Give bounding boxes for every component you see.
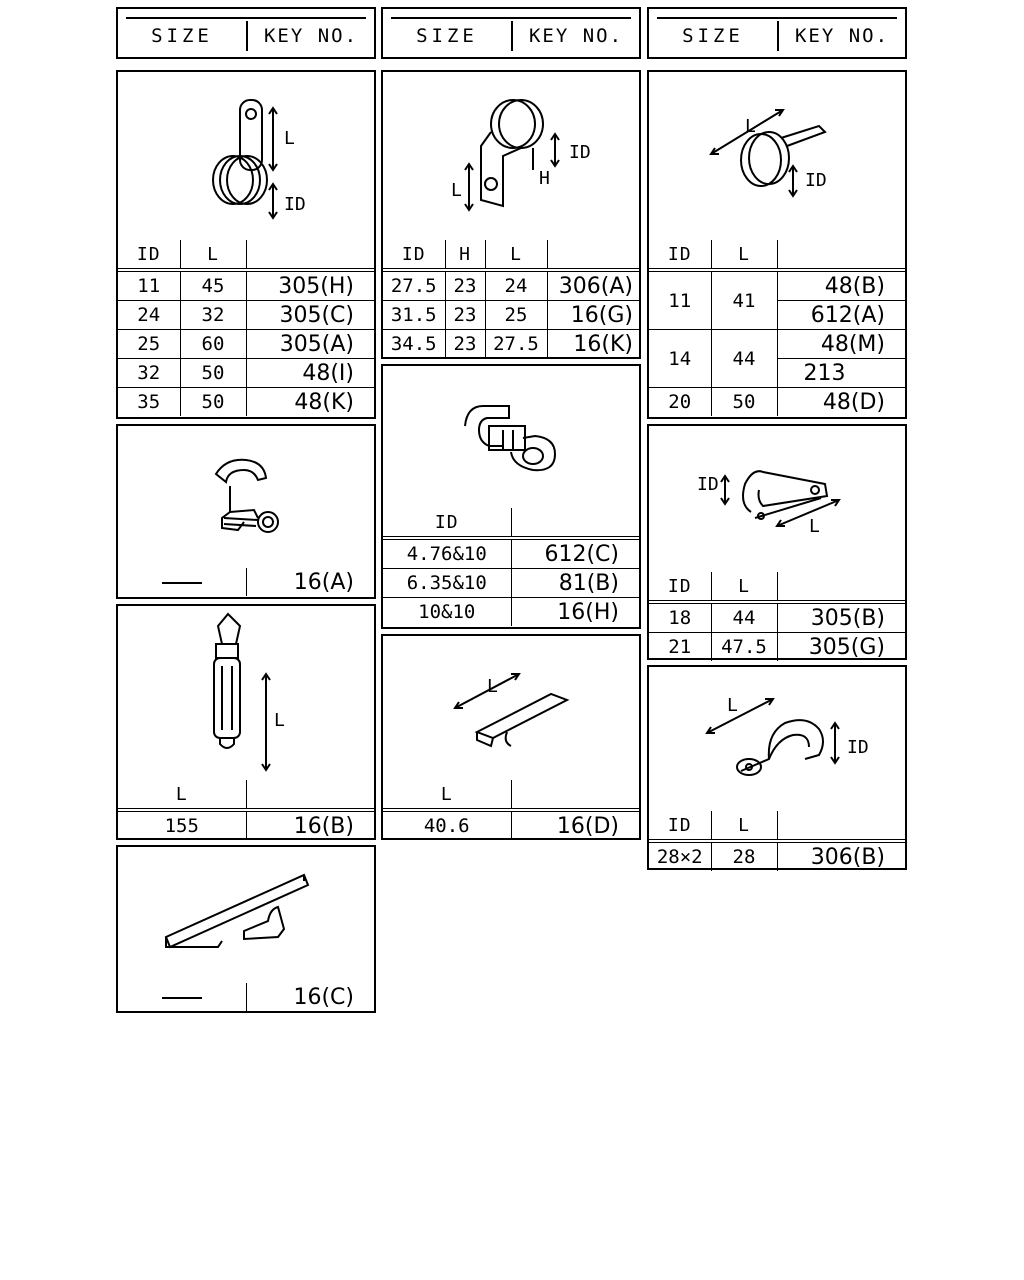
panel-strap — [116, 845, 376, 1013]
l-label: L — [727, 695, 738, 716]
key-cell: 16(G) — [547, 301, 639, 330]
size-header: SIZE — [383, 21, 513, 51]
key-no-header: KEY NO. — [528, 25, 624, 47]
table-row — [649, 388, 905, 417]
id-label: ID — [697, 474, 719, 495]
l-label: L — [809, 516, 820, 537]
col-header-id: ID — [383, 240, 445, 270]
table-row — [649, 270, 905, 301]
key-cell: 612(C) — [511, 538, 639, 569]
key-cell: 16(B) — [246, 810, 374, 840]
key-cell: 48(B) — [777, 270, 905, 301]
ring-clamp-figure — [649, 72, 905, 240]
id-cell: 20 — [649, 388, 711, 417]
l-cell: 155 — [118, 810, 246, 840]
table-row — [383, 270, 639, 301]
col-header-l: L — [711, 572, 777, 602]
col-header-key — [511, 508, 639, 538]
spec-table — [649, 240, 905, 416]
l-cell: 47.5 — [711, 633, 777, 662]
double-clip-figure — [383, 366, 639, 508]
l-cell: 28 — [711, 841, 777, 871]
l-label: L — [745, 116, 756, 137]
key-cell: 305(B) — [777, 602, 905, 633]
l-cell: 25 — [485, 301, 547, 330]
l-cell: 41 — [711, 270, 777, 330]
col-header-key — [511, 780, 639, 810]
l-label: L — [487, 676, 498, 697]
size-none-cell — [118, 568, 246, 596]
id-cell: 32 — [118, 359, 180, 388]
id-cell: 14 — [649, 330, 711, 388]
key-cell: 48(D) — [777, 388, 905, 417]
key-no-header: KEY NO. — [794, 25, 890, 47]
col-header-id: ID — [118, 240, 180, 270]
dash — [162, 997, 202, 999]
dash — [162, 582, 202, 584]
spec-table — [118, 983, 374, 1011]
h-cell: 23 — [445, 270, 485, 301]
id-cell: 11 — [118, 270, 180, 301]
loop-clip-figure — [649, 426, 905, 568]
table-row — [383, 569, 639, 598]
table-row — [118, 359, 374, 388]
id-label: ID — [284, 194, 306, 215]
col-header-l: L — [118, 780, 246, 810]
panel-band — [381, 634, 641, 840]
tie-figure — [118, 606, 374, 780]
panel-ring-clamp — [647, 70, 907, 419]
col-header-id: ID — [649, 811, 711, 841]
table-row — [118, 810, 374, 840]
spec-table — [118, 240, 374, 416]
l-cell: 24 — [485, 270, 547, 301]
col-header-key — [777, 240, 905, 270]
col-header-h: H — [445, 240, 485, 270]
id-cell: 27.5 — [383, 270, 445, 301]
id-label: ID — [569, 142, 591, 163]
size-header: SIZE — [118, 21, 248, 51]
key-cell: 48(M) — [777, 330, 905, 359]
col-header-id: ID — [649, 240, 711, 270]
id-cell: 6.35&10 — [383, 569, 511, 598]
table-row — [118, 330, 374, 359]
table-row — [118, 301, 374, 330]
l-label: L — [274, 710, 285, 731]
key-cell: 48(K) — [246, 388, 374, 417]
spec-table — [383, 508, 639, 626]
col-header-id: ID — [649, 572, 711, 602]
table-row — [383, 538, 639, 569]
header-col-1 — [116, 7, 376, 59]
col-header-l: L — [180, 240, 246, 270]
key-cell: 16(C) — [246, 983, 374, 1011]
id-cell: 4.76&10 — [383, 538, 511, 569]
spec-table — [383, 240, 639, 358]
h-label: H — [539, 168, 550, 189]
col-header-l: L — [711, 811, 777, 841]
panel-clamp-id-l — [116, 70, 376, 419]
size-header: SIZE — [649, 21, 779, 51]
key-cell: 16(A) — [246, 568, 374, 596]
id-label: ID — [805, 170, 827, 191]
clip-figure — [118, 426, 374, 568]
l-cell: 40.6 — [383, 810, 511, 840]
key-cell: 16(D) — [511, 810, 639, 840]
key-cell: 305(A) — [246, 330, 374, 359]
col-header-id: ID — [383, 508, 511, 538]
panel-clip — [116, 424, 376, 599]
id-cell: 11 — [649, 270, 711, 330]
l-cell: 50 — [180, 359, 246, 388]
col-header-l: L — [711, 240, 777, 270]
table-row — [118, 983, 374, 1011]
col-header-key — [547, 240, 639, 270]
panel-tie — [116, 604, 376, 840]
table-row — [383, 598, 639, 627]
spec-table — [118, 780, 374, 840]
table-row — [118, 388, 374, 417]
key-no-header: KEY NO. — [263, 25, 359, 47]
clamp-figure — [383, 72, 639, 240]
key-cell: 16(K) — [547, 330, 639, 359]
key-cell: 306(A) — [547, 270, 639, 301]
id-cell: 18 — [649, 602, 711, 633]
table-row — [649, 633, 905, 662]
spec-table — [649, 811, 905, 871]
l-cell: 50 — [711, 388, 777, 417]
key-cell: 16(H) — [511, 598, 639, 627]
saddle-clamp-figure — [649, 667, 905, 811]
strap-figure — [118, 847, 374, 983]
key-cell: 305(G) — [777, 633, 905, 662]
panel-loop-clip — [647, 424, 907, 660]
key-cell: 81(B) — [511, 569, 639, 598]
l-cell: 50 — [180, 388, 246, 417]
l-cell: 44 — [711, 602, 777, 633]
table-row — [649, 841, 905, 871]
col-header-key — [246, 240, 374, 270]
l-cell: 27.5 — [485, 330, 547, 359]
spec-table — [118, 568, 374, 596]
col-header-key — [246, 780, 374, 810]
table-row — [383, 330, 639, 359]
panel-saddle-clamp — [647, 665, 907, 870]
key-cell: 213 — [777, 359, 905, 388]
l-cell: 60 — [180, 330, 246, 359]
band-figure — [383, 636, 639, 780]
col-header-l: L — [383, 780, 511, 810]
id-cell: 31.5 — [383, 301, 445, 330]
panel-double-clip — [381, 364, 641, 629]
table-row — [383, 810, 639, 840]
spec-table — [649, 572, 905, 661]
l-label: L — [451, 180, 462, 201]
id-cell: 34.5 — [383, 330, 445, 359]
id-cell: 24 — [118, 301, 180, 330]
id-cell: 28×2 — [649, 841, 711, 871]
table-row — [649, 602, 905, 633]
table-row — [118, 568, 374, 596]
l-cell: 32 — [180, 301, 246, 330]
clamp-figure — [118, 72, 374, 240]
key-cell: 48(I) — [246, 359, 374, 388]
id-cell: 21 — [649, 633, 711, 662]
table-row — [383, 301, 639, 330]
key-cell: 306(B) — [777, 841, 905, 871]
col-header-l: L — [485, 240, 547, 270]
l-label: L — [284, 128, 295, 149]
header-col-2 — [381, 7, 641, 59]
size-none-cell — [118, 983, 246, 1011]
l-cell: 45 — [180, 270, 246, 301]
id-label: ID — [847, 737, 869, 758]
panel-clamp-id-h-l — [381, 70, 641, 359]
id-cell: 10&10 — [383, 598, 511, 627]
id-cell: 35 — [118, 388, 180, 417]
key-cell: 305(H) — [246, 270, 374, 301]
spec-table — [383, 780, 639, 840]
table-row — [649, 330, 905, 359]
l-cell: 44 — [711, 330, 777, 388]
col-header-key — [777, 811, 905, 841]
h-cell: 23 — [445, 301, 485, 330]
col-header-key — [777, 572, 905, 602]
header-col-3 — [647, 7, 907, 59]
table-row — [118, 270, 374, 301]
h-cell: 23 — [445, 330, 485, 359]
key-cell: 612(A) — [777, 301, 905, 330]
key-cell: 305(C) — [246, 301, 374, 330]
id-cell: 25 — [118, 330, 180, 359]
